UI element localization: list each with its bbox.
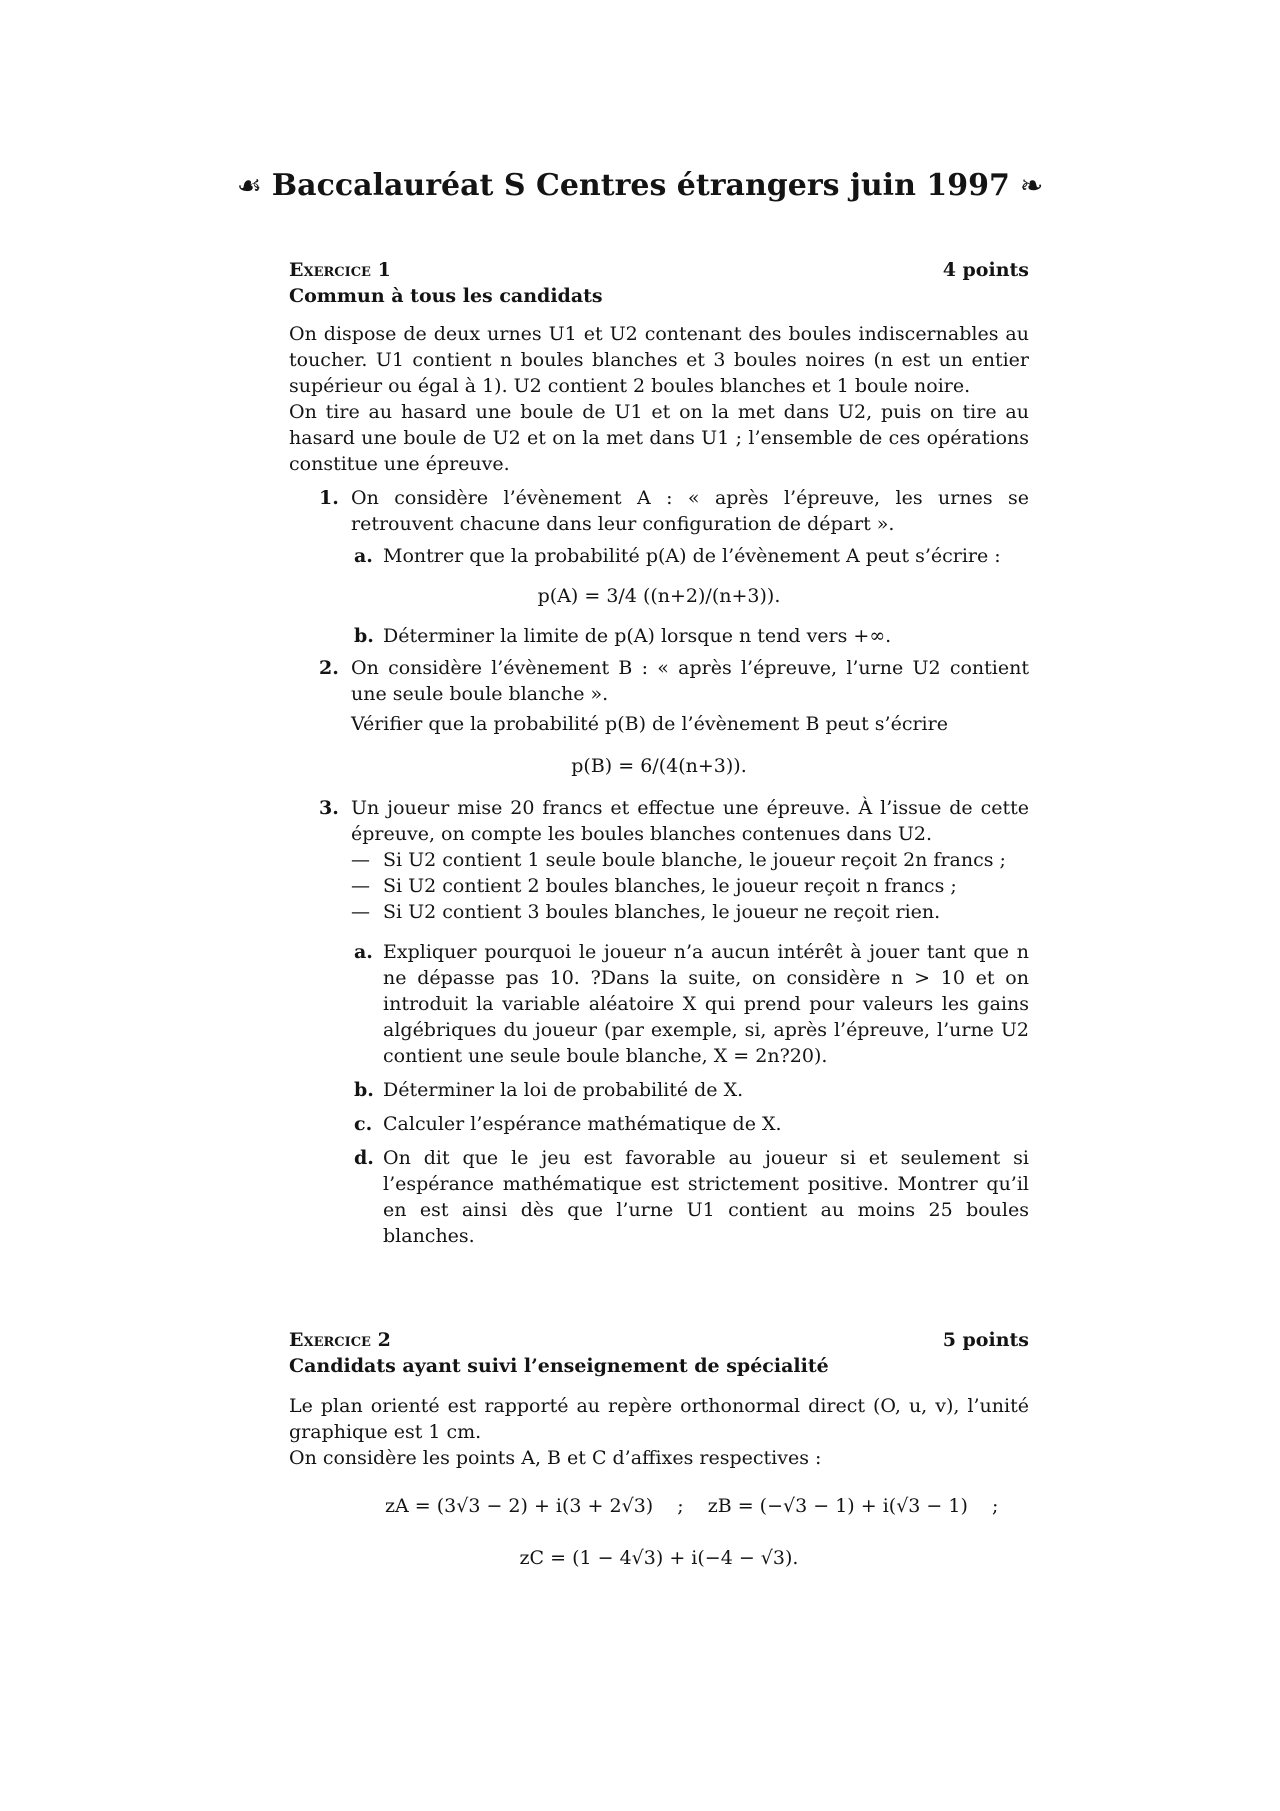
exercise-2-label: Exercice 2	[289, 1329, 391, 1351]
question-3c: c. Calculer l’espérance mathématique de X.	[354, 1113, 782, 1135]
exercise-1-subtitle: Commun à tous les candidats	[289, 285, 603, 307]
title-text: Baccalauréat S Centres étrangers juin 1997	[271, 168, 1010, 203]
formula-zC: zC = (1 − 4√3) + i(−4 − √3).	[519, 1547, 799, 1569]
dash-2-text: Si U2 contient 2 boules blanches, le joueur reçoit n francs ;	[383, 875, 957, 897]
formula-zB: zB = (−√3 − 1) + i(√3 − 1)	[707, 1495, 968, 1517]
formula-zA: zA = (3√3 − 2) + i(3 + 2√3)	[385, 1495, 654, 1517]
exercise-2-points: 5 points	[942, 1329, 1029, 1351]
list-item: — Si U2 contient 3 boules blanches, le joueur ne reçoit rien.	[351, 901, 941, 923]
question-2-text: On considère l’évènement B : « après l’épreuve, l’urne U2 contient une seule boule blanche ».	[351, 657, 1029, 705]
ornament-right-icon: ❧	[1019, 169, 1044, 202]
question-2-verify	[289, 711, 1029, 737]
exercise-2-intro-1: Le plan orienté est rapporté au repère orthonormal direct (O, u, v), l’unité graphique est 1 cm.	[289, 1395, 1029, 1443]
question-3a: a. Expliquer pourquoi le joueur n’a aucun intérêt à jouer tant que n ne dépasse pas 10. ?Dans la suite, on considère n > 10 et on introduit la variable aléatoire X qui prend pour valeurs les gains algébriques du joueur (par exemple, si, après l’épreuve, l’urne U2 contient une seule boule blanche, X = 2n?20).	[354, 941, 1029, 1067]
formula-pB: p(B) = 6/(4(n+3)).	[571, 755, 747, 777]
question-1-text: On considère l’évènement A : « après l’épreuve, les urnes se retrouvent chacune dans leur configuration de départ ».	[351, 487, 1029, 535]
question-3-text: Un joueur mise 20 francs et effectue une épreuve. À l’issue de cette épreuve, on compte les boules blanches contenues dans U2.	[351, 797, 1029, 845]
exercise-1-label: Exercice 1	[289, 259, 391, 281]
exercise-2-subtitle: Candidats ayant suivi l’enseignement de spécialité	[289, 1355, 829, 1377]
exercise-1-intro-1: On dispose de deux urnes U1 et U2 contenant des boules indiscernables au toucher. U1 contient n boules blanches et 3 boules noires (n est un entier supérieur ou égal à 1). U2 contient 2 boules blanches et 1 boule noire.	[289, 323, 1029, 397]
formula-pA: p(A) = 3/4 ((n+2)/(n+3)).	[537, 585, 781, 607]
question-2: 2. On considère l’évènement B : « après l’épreuve, l’urne U2 contient une seule boule blanche ».	[319, 657, 1029, 705]
page-title	[0, 168, 1280, 203]
question-1: 1. On considère l’évènement A : « après l’épreuve, les urnes se retrouvent chacune dans leur configuration de départ ».	[319, 487, 1029, 535]
question-1b: b. Déterminer la limite de p(A) lorsque n tend vers +∞.	[354, 625, 892, 647]
formula-zA-zB: zA = (3√3 − 2) + i(3 + 2√3) ; zB = (−√3 − 1) + i(√3 − 1) ;	[385, 1495, 999, 1517]
ornament-left-icon: ☙	[236, 169, 262, 202]
dash-3-text: Si U2 contient 3 boules blanches, le joueur ne reçoit rien.	[383, 901, 941, 923]
question-3d-text: On dit que le jeu est favorable au joueur si et seulement si l’espérance mathématique est strictement positive. Montrer qu’il en est ainsi dès que l’urne U1 contient au moins 25 boules blanches.	[383, 1147, 1029, 1247]
exercise-1-points: 4 points	[942, 259, 1029, 281]
question-3b: b. Déterminer la loi de probabilité de X.	[354, 1079, 744, 1101]
question-3d: d. On dit que le jeu est favorable au joueur si et seulement si l’espérance mathématique est strictement positive. Montrer qu’il en est ainsi dès que l’urne U1 contient au moins 25 boules blanches.	[354, 1147, 1029, 1247]
question-1a-text: Montrer que la probabilité p(A) de l’évènement A peut s’écrire :	[383, 545, 1001, 567]
question-1b-text: Déterminer la limite de p(A) lorsque n tend vers +∞.	[383, 625, 892, 647]
dash-1-text: Si U2 contient 1 seule boule blanche, le joueur reçoit 2n francs ;	[383, 849, 1006, 871]
list-item: — Si U2 contient 2 boules blanches, le joueur reçoit n francs ;	[351, 875, 957, 897]
question-2-verify-text: Vérifier que la probabilité p(B) de l’évènement B peut s’écrire	[351, 713, 948, 735]
exercise-2-header	[289, 1327, 1029, 1353]
exercise-1	[289, 257, 1029, 1249]
exercise-1-intro-2: On tire au hasard une boule de U1 et on la met dans U2, puis on tire au hasard une boule de U2 et on la met dans U1 ; l’ensemble de ces opérations constitue une épreuve.	[289, 401, 1029, 475]
question-3b-text: Déterminer la loi de probabilité de X.	[383, 1079, 744, 1101]
question-3c-text: Calculer l’espérance mathématique de X.	[383, 1113, 782, 1135]
question-1a: a. Montrer que la probabilité p(A) de l’évènement A peut s’écrire :	[354, 545, 1001, 567]
list-item: — Si U2 contient 1 seule boule blanche, le joueur reçoit 2n francs ;	[351, 849, 1006, 871]
exercise-2-intro-2: On considère les points A, B et C d’affixes respectives :	[289, 1447, 822, 1469]
question-3: 3. Un joueur mise 20 francs et effectue une épreuve. À l’issue de cette épreuve, on compte les boules blanches contenues dans U2.	[319, 797, 1029, 845]
question-3a-text: Expliquer pourquoi le joueur n’a aucun intérêt à jouer tant que n ne dépasse pas 10. ?Dans la suite, on considère n > 10 et on introduit la variable aléatoire X qui prend pour valeurs les gains algébriques du joueur (par exemple, si, après l’épreuve, l’urne U2 contient une seule boule blanche, X = 2n?20).	[383, 941, 1029, 1067]
exercise-1-header	[289, 257, 1029, 283]
exercise-2	[289, 1327, 1029, 1571]
